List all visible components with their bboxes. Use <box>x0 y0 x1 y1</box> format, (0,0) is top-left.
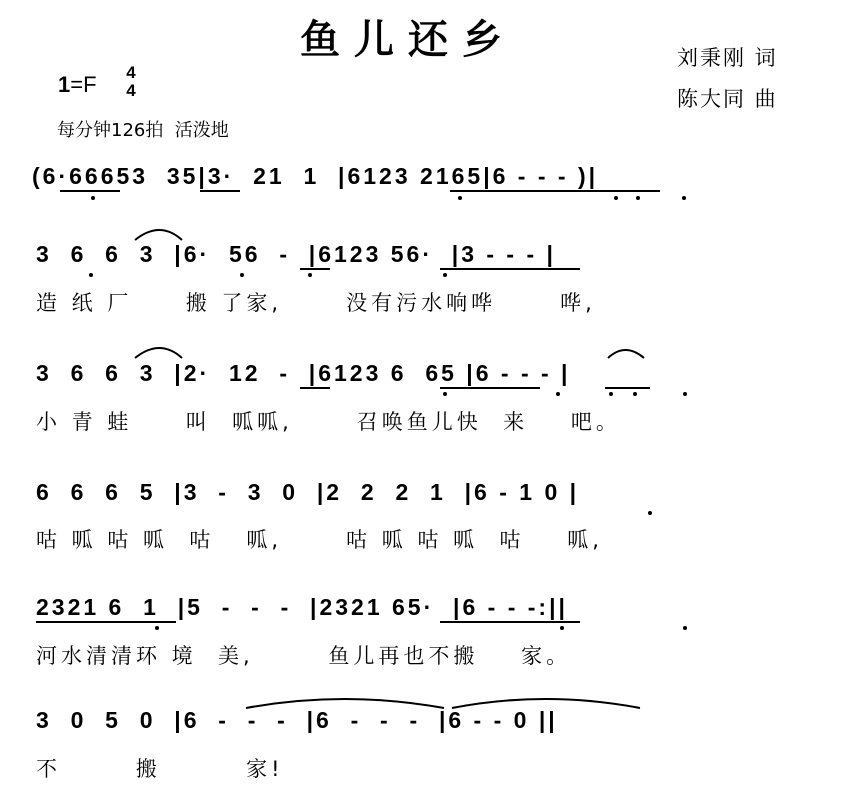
tie <box>452 699 640 708</box>
notation-row: 2321 6 1 |5 - - - |2321 65· |6 - - -:|| <box>36 594 568 620</box>
slur <box>135 230 182 240</box>
lyric-line: 小 青 蛙 叫 呱呱, 召唤鱼儿快 来 吧。 <box>36 410 621 434</box>
notation-row: 6 6 6 5 |3 - 3 0 |2 2 2 1 |6 - 1 0 | <box>36 479 580 505</box>
lyricist-credit: 刘秉刚 词 <box>677 46 778 70</box>
slur <box>135 348 182 358</box>
time-signature-bottom: 4 <box>126 81 136 100</box>
notation-row: (6·66653 35|3· 21 1 |6123 2165|6 - - - )| <box>32 163 599 189</box>
notation-row: 3 0 5 0 |6 - - - |6 - - - |6 - - 0 || <box>36 707 558 733</box>
notation-row: 3 6 6 3 |6· 56 - |6123 56· |3 - - - | <box>36 241 556 267</box>
key-equals: = <box>70 72 84 97</box>
tempo-marking: 每分钟126拍 活泼地 <box>57 120 229 141</box>
lyric-line: 咕 呱 咕 呱 咕 呱, 咕 呱 咕 呱 咕 呱, <box>36 528 603 552</box>
tie <box>246 699 444 708</box>
slur <box>608 350 644 358</box>
composer-credit: 陈大同 曲 <box>677 87 778 111</box>
key-name: F <box>83 72 97 97</box>
song-title: 鱼儿还乡 <box>300 16 516 63</box>
key-prefix: 1 <box>58 72 71 97</box>
time-signature-top: 4 <box>126 63 136 82</box>
lyric-line: 不 搬 家! <box>36 757 284 781</box>
notation-row: 3 6 6 3 |2· 12 - |6123 6 65 |6 - - - | <box>36 360 571 386</box>
lyric-line: 河水清清环 境 美, 鱼儿再也不搬 家。 <box>36 644 572 668</box>
lyric-line: 造 纸 厂 搬 了家, 没有污水响哗 哗, <box>36 291 596 315</box>
